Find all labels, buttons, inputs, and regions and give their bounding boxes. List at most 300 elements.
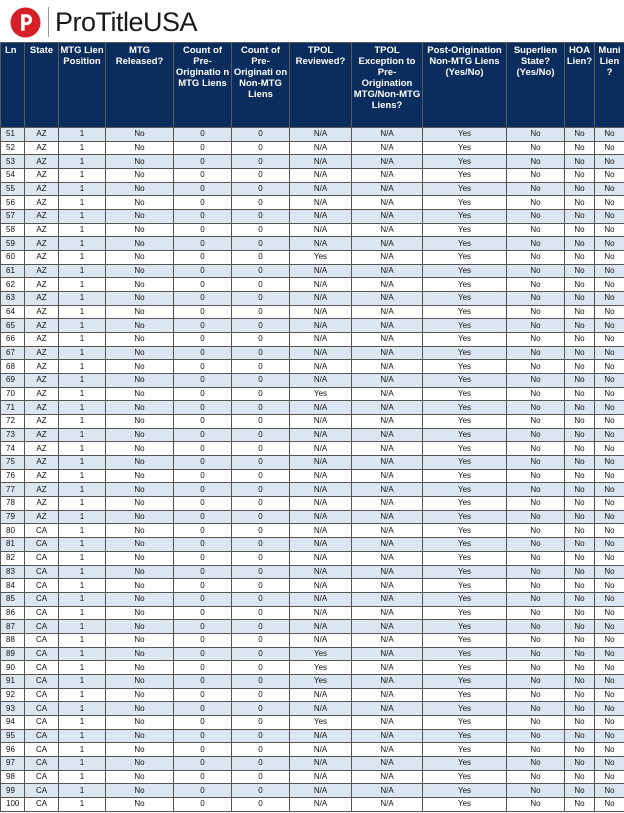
cell-post-origination-non-mtg-liens: Yes bbox=[423, 592, 507, 606]
cell-count-pre-origination-non-mtg-liens: 0 bbox=[232, 401, 290, 415]
cell-post-origination-non-mtg-liens: Yes bbox=[423, 456, 507, 470]
cell-muni-lien: No bbox=[595, 442, 624, 456]
cell-ln: 69 bbox=[1, 374, 25, 388]
cell-hoa-lien: No bbox=[565, 647, 595, 661]
cell-state: AZ bbox=[25, 278, 59, 292]
cell-superlien-state: No bbox=[507, 141, 565, 155]
cell-count-pre-origination-non-mtg-liens: 0 bbox=[232, 141, 290, 155]
cell-mtg-lien-position: 1 bbox=[59, 770, 106, 784]
cell-mtg-lien-position: 1 bbox=[59, 346, 106, 360]
table-row bbox=[1, 592, 624, 606]
cell-tpol-exception: N/A bbox=[352, 797, 423, 811]
cell-muni-lien: No bbox=[595, 415, 624, 429]
cell-superlien-state: No bbox=[507, 497, 565, 511]
cell-tpol-exception: N/A bbox=[352, 592, 423, 606]
cell-count-pre-origination-non-mtg-liens: 0 bbox=[232, 442, 290, 456]
cell-mtg-lien-position: 1 bbox=[59, 210, 106, 224]
cell-superlien-state: No bbox=[507, 210, 565, 224]
cell-superlien-state: No bbox=[507, 674, 565, 688]
cell-post-origination-non-mtg-liens: Yes bbox=[423, 702, 507, 716]
cell-count-pre-origination-non-mtg-liens: 0 bbox=[232, 210, 290, 224]
cell-count-pre-origination-mtg-liens: 0 bbox=[174, 784, 232, 798]
cell-tpol-reviewed: N/A bbox=[290, 182, 352, 196]
cell-tpol-exception: N/A bbox=[352, 223, 423, 237]
cell-post-origination-non-mtg-liens: Yes bbox=[423, 387, 507, 401]
cell-ln: 95 bbox=[1, 729, 25, 743]
cell-muni-lien: No bbox=[595, 661, 624, 675]
cell-mtg-released: No bbox=[106, 620, 174, 634]
cell-hoa-lien: No bbox=[565, 674, 595, 688]
column-header-muni-lien: Muni Lien ? bbox=[595, 43, 624, 128]
cell-superlien-state: No bbox=[507, 251, 565, 265]
cell-muni-lien: No bbox=[595, 702, 624, 716]
cell-post-origination-non-mtg-liens: Yes bbox=[423, 251, 507, 265]
cell-mtg-released: No bbox=[106, 729, 174, 743]
cell-state: CA bbox=[25, 551, 59, 565]
cell-post-origination-non-mtg-liens: Yes bbox=[423, 756, 507, 770]
cell-post-origination-non-mtg-liens: Yes bbox=[423, 715, 507, 729]
cell-count-pre-origination-non-mtg-liens: 0 bbox=[232, 756, 290, 770]
cell-muni-lien: No bbox=[595, 374, 624, 388]
cell-count-pre-origination-mtg-liens: 0 bbox=[174, 155, 232, 169]
table-row bbox=[1, 169, 624, 183]
cell-ln: 59 bbox=[1, 237, 25, 251]
cell-count-pre-origination-mtg-liens: 0 bbox=[174, 278, 232, 292]
cell-post-origination-non-mtg-liens: Yes bbox=[423, 360, 507, 374]
cell-tpol-reviewed: N/A bbox=[290, 415, 352, 429]
cell-count-pre-origination-mtg-liens: 0 bbox=[174, 647, 232, 661]
cell-tpol-exception: N/A bbox=[352, 784, 423, 798]
cell-state: CA bbox=[25, 592, 59, 606]
cell-superlien-state: No bbox=[507, 510, 565, 524]
cell-state: AZ bbox=[25, 346, 59, 360]
cell-count-pre-origination-mtg-liens: 0 bbox=[174, 661, 232, 675]
cell-state: AZ bbox=[25, 415, 59, 429]
cell-hoa-lien: No bbox=[565, 155, 595, 169]
cell-state: CA bbox=[25, 797, 59, 811]
cell-hoa-lien: No bbox=[565, 237, 595, 251]
cell-tpol-exception: N/A bbox=[352, 743, 423, 757]
cell-superlien-state: No bbox=[507, 633, 565, 647]
cell-post-origination-non-mtg-liens: Yes bbox=[423, 674, 507, 688]
cell-ln: 66 bbox=[1, 333, 25, 347]
cell-state: AZ bbox=[25, 292, 59, 306]
cell-count-pre-origination-mtg-liens: 0 bbox=[174, 319, 232, 333]
cell-hoa-lien: No bbox=[565, 319, 595, 333]
cell-mtg-released: No bbox=[106, 415, 174, 429]
cell-tpol-reviewed: N/A bbox=[290, 428, 352, 442]
cell-mtg-released: No bbox=[106, 606, 174, 620]
cell-superlien-state: No bbox=[507, 223, 565, 237]
cell-tpol-reviewed: N/A bbox=[290, 196, 352, 210]
column-header-superlien-state: Superlien State? (Yes/No) bbox=[507, 43, 565, 128]
cell-tpol-exception: N/A bbox=[352, 715, 423, 729]
cell-count-pre-origination-non-mtg-liens: 0 bbox=[232, 128, 290, 142]
cell-superlien-state: No bbox=[507, 333, 565, 347]
cell-post-origination-non-mtg-liens: Yes bbox=[423, 442, 507, 456]
cell-mtg-lien-position: 1 bbox=[59, 729, 106, 743]
cell-tpol-exception: N/A bbox=[352, 128, 423, 142]
cell-tpol-exception: N/A bbox=[352, 469, 423, 483]
cell-count-pre-origination-mtg-liens: 0 bbox=[174, 702, 232, 716]
cell-tpol-reviewed: N/A bbox=[290, 155, 352, 169]
cell-superlien-state: No bbox=[507, 784, 565, 798]
cell-superlien-state: No bbox=[507, 797, 565, 811]
cell-mtg-lien-position: 1 bbox=[59, 497, 106, 511]
cell-superlien-state: No bbox=[507, 483, 565, 497]
cell-count-pre-origination-mtg-liens: 0 bbox=[174, 674, 232, 688]
cell-post-origination-non-mtg-liens: Yes bbox=[423, 770, 507, 784]
cell-state: AZ bbox=[25, 360, 59, 374]
table-row bbox=[1, 633, 624, 647]
cell-muni-lien: No bbox=[595, 756, 624, 770]
cell-mtg-released: No bbox=[106, 538, 174, 552]
cell-state: CA bbox=[25, 743, 59, 757]
cell-state: AZ bbox=[25, 182, 59, 196]
table-row bbox=[1, 305, 624, 319]
cell-ln: 94 bbox=[1, 715, 25, 729]
cell-tpol-reviewed: N/A bbox=[290, 702, 352, 716]
cell-superlien-state: No bbox=[507, 620, 565, 634]
cell-tpol-exception: N/A bbox=[352, 428, 423, 442]
cell-superlien-state: No bbox=[507, 579, 565, 593]
cell-count-pre-origination-non-mtg-liens: 0 bbox=[232, 333, 290, 347]
cell-mtg-released: No bbox=[106, 647, 174, 661]
cell-muni-lien: No bbox=[595, 606, 624, 620]
cell-hoa-lien: No bbox=[565, 333, 595, 347]
cell-count-pre-origination-mtg-liens: 0 bbox=[174, 633, 232, 647]
cell-hoa-lien: No bbox=[565, 456, 595, 470]
cell-count-pre-origination-mtg-liens: 0 bbox=[174, 469, 232, 483]
cell-hoa-lien: No bbox=[565, 756, 595, 770]
cell-superlien-state: No bbox=[507, 169, 565, 183]
cell-superlien-state: No bbox=[507, 428, 565, 442]
table-row bbox=[1, 264, 624, 278]
cell-tpol-exception: N/A bbox=[352, 251, 423, 265]
cell-tpol-reviewed: N/A bbox=[290, 292, 352, 306]
cell-hoa-lien: No bbox=[565, 360, 595, 374]
cell-ln: 87 bbox=[1, 620, 25, 634]
table-row bbox=[1, 565, 624, 579]
cell-mtg-lien-position: 1 bbox=[59, 510, 106, 524]
cell-ln: 68 bbox=[1, 360, 25, 374]
cell-ln: 98 bbox=[1, 770, 25, 784]
cell-mtg-lien-position: 1 bbox=[59, 141, 106, 155]
cell-ln: 58 bbox=[1, 223, 25, 237]
cell-mtg-released: No bbox=[106, 743, 174, 757]
brand-name: ProTitleUSA bbox=[55, 6, 198, 37]
table-row bbox=[1, 210, 624, 224]
cell-tpol-exception: N/A bbox=[352, 196, 423, 210]
cell-muni-lien: No bbox=[595, 565, 624, 579]
column-header-tpol-reviewed: TPOL Reviewed? bbox=[290, 43, 352, 128]
cell-mtg-released: No bbox=[106, 702, 174, 716]
cell-muni-lien: No bbox=[595, 196, 624, 210]
cell-hoa-lien: No bbox=[565, 442, 595, 456]
cell-mtg-released: No bbox=[106, 333, 174, 347]
cell-tpol-reviewed: N/A bbox=[290, 264, 352, 278]
cell-hoa-lien: No bbox=[565, 469, 595, 483]
cell-tpol-reviewed: N/A bbox=[290, 278, 352, 292]
table-row bbox=[1, 223, 624, 237]
cell-ln: 80 bbox=[1, 524, 25, 538]
cell-hoa-lien: No bbox=[565, 524, 595, 538]
protitle-badge-icon bbox=[10, 7, 41, 38]
cell-tpol-exception: N/A bbox=[352, 169, 423, 183]
cell-state: AZ bbox=[25, 428, 59, 442]
table-row bbox=[1, 346, 624, 360]
cell-tpol-reviewed: Yes bbox=[290, 251, 352, 265]
table-body bbox=[1, 128, 624, 812]
cell-mtg-released: No bbox=[106, 510, 174, 524]
cell-post-origination-non-mtg-liens: Yes bbox=[423, 428, 507, 442]
cell-state: CA bbox=[25, 606, 59, 620]
cell-mtg-lien-position: 1 bbox=[59, 647, 106, 661]
cell-post-origination-non-mtg-liens: Yes bbox=[423, 661, 507, 675]
cell-superlien-state: No bbox=[507, 702, 565, 716]
cell-count-pre-origination-non-mtg-liens: 0 bbox=[232, 292, 290, 306]
cell-count-pre-origination-non-mtg-liens: 0 bbox=[232, 592, 290, 606]
cell-count-pre-origination-non-mtg-liens: 0 bbox=[232, 346, 290, 360]
cell-mtg-released: No bbox=[106, 237, 174, 251]
cell-tpol-reviewed: N/A bbox=[290, 346, 352, 360]
cell-state: AZ bbox=[25, 333, 59, 347]
cell-muni-lien: No bbox=[595, 210, 624, 224]
cell-tpol-reviewed: N/A bbox=[290, 374, 352, 388]
cell-tpol-reviewed: N/A bbox=[290, 743, 352, 757]
cell-count-pre-origination-non-mtg-liens: 0 bbox=[232, 661, 290, 675]
cell-hoa-lien: No bbox=[565, 196, 595, 210]
cell-post-origination-non-mtg-liens: Yes bbox=[423, 647, 507, 661]
cell-count-pre-origination-non-mtg-liens: 0 bbox=[232, 483, 290, 497]
cell-superlien-state: No bbox=[507, 538, 565, 552]
cell-state: CA bbox=[25, 565, 59, 579]
table-row bbox=[1, 319, 624, 333]
cell-superlien-state: No bbox=[507, 551, 565, 565]
cell-ln: 75 bbox=[1, 456, 25, 470]
cell-count-pre-origination-mtg-liens: 0 bbox=[174, 715, 232, 729]
cell-mtg-lien-position: 1 bbox=[59, 456, 106, 470]
cell-state: AZ bbox=[25, 264, 59, 278]
cell-tpol-exception: N/A bbox=[352, 551, 423, 565]
cell-post-origination-non-mtg-liens: Yes bbox=[423, 538, 507, 552]
table-row bbox=[1, 237, 624, 251]
cell-mtg-lien-position: 1 bbox=[59, 128, 106, 142]
cell-tpol-reviewed: N/A bbox=[290, 770, 352, 784]
cell-ln: 73 bbox=[1, 428, 25, 442]
table-row bbox=[1, 661, 624, 675]
cell-tpol-exception: N/A bbox=[352, 565, 423, 579]
cell-post-origination-non-mtg-liens: Yes bbox=[423, 784, 507, 798]
cell-mtg-released: No bbox=[106, 401, 174, 415]
cell-muni-lien: No bbox=[595, 264, 624, 278]
cell-superlien-state: No bbox=[507, 524, 565, 538]
cell-superlien-state: No bbox=[507, 319, 565, 333]
cell-superlien-state: No bbox=[507, 360, 565, 374]
table-row bbox=[1, 415, 624, 429]
cell-mtg-lien-position: 1 bbox=[59, 565, 106, 579]
cell-count-pre-origination-non-mtg-liens: 0 bbox=[232, 319, 290, 333]
cell-tpol-reviewed: N/A bbox=[290, 442, 352, 456]
column-header-mtg-released: MTG Released? bbox=[106, 43, 174, 128]
cell-mtg-lien-position: 1 bbox=[59, 579, 106, 593]
cell-hoa-lien: No bbox=[565, 401, 595, 415]
cell-hoa-lien: No bbox=[565, 346, 595, 360]
cell-tpol-reviewed: N/A bbox=[290, 579, 352, 593]
cell-state: AZ bbox=[25, 374, 59, 388]
cell-state: AZ bbox=[25, 305, 59, 319]
cell-mtg-lien-position: 1 bbox=[59, 182, 106, 196]
cell-tpol-exception: N/A bbox=[352, 292, 423, 306]
cell-mtg-released: No bbox=[106, 483, 174, 497]
table-row bbox=[1, 360, 624, 374]
cell-post-origination-non-mtg-liens: Yes bbox=[423, 141, 507, 155]
cell-tpol-exception: N/A bbox=[352, 497, 423, 511]
cell-tpol-exception: N/A bbox=[352, 538, 423, 552]
cell-superlien-state: No bbox=[507, 264, 565, 278]
table-row bbox=[1, 510, 624, 524]
cell-count-pre-origination-non-mtg-liens: 0 bbox=[232, 264, 290, 278]
cell-hoa-lien: No bbox=[565, 784, 595, 798]
cell-post-origination-non-mtg-liens: Yes bbox=[423, 264, 507, 278]
cell-count-pre-origination-non-mtg-liens: 0 bbox=[232, 456, 290, 470]
cell-hoa-lien: No bbox=[565, 565, 595, 579]
cell-post-origination-non-mtg-liens: Yes bbox=[423, 374, 507, 388]
cell-state: CA bbox=[25, 688, 59, 702]
cell-mtg-released: No bbox=[106, 428, 174, 442]
cell-count-pre-origination-non-mtg-liens: 0 bbox=[232, 797, 290, 811]
cell-post-origination-non-mtg-liens: Yes bbox=[423, 292, 507, 306]
table-row bbox=[1, 702, 624, 716]
cell-superlien-state: No bbox=[507, 469, 565, 483]
cell-mtg-released: No bbox=[106, 784, 174, 798]
cell-ln: 51 bbox=[1, 128, 25, 142]
cell-hoa-lien: No bbox=[565, 551, 595, 565]
cell-tpol-reviewed: N/A bbox=[290, 497, 352, 511]
cell-tpol-reviewed: N/A bbox=[290, 524, 352, 538]
cell-mtg-released: No bbox=[106, 551, 174, 565]
logo-divider bbox=[48, 7, 49, 37]
cell-ln: 83 bbox=[1, 565, 25, 579]
cell-mtg-lien-position: 1 bbox=[59, 538, 106, 552]
cell-mtg-released: No bbox=[106, 210, 174, 224]
cell-tpol-exception: N/A bbox=[352, 415, 423, 429]
cell-hoa-lien: No bbox=[565, 497, 595, 511]
cell-mtg-released: No bbox=[106, 319, 174, 333]
cell-mtg-lien-position: 1 bbox=[59, 155, 106, 169]
cell-tpol-exception: N/A bbox=[352, 702, 423, 716]
cell-post-origination-non-mtg-liens: Yes bbox=[423, 278, 507, 292]
cell-post-origination-non-mtg-liens: Yes bbox=[423, 223, 507, 237]
table-row bbox=[1, 647, 624, 661]
table-row bbox=[1, 620, 624, 634]
cell-muni-lien: No bbox=[595, 387, 624, 401]
cell-state: CA bbox=[25, 702, 59, 716]
cell-superlien-state: No bbox=[507, 688, 565, 702]
table-row bbox=[1, 292, 624, 306]
cell-superlien-state: No bbox=[507, 374, 565, 388]
cell-mtg-lien-position: 1 bbox=[59, 469, 106, 483]
cell-mtg-lien-position: 1 bbox=[59, 169, 106, 183]
table-row bbox=[1, 715, 624, 729]
cell-mtg-released: No bbox=[106, 251, 174, 265]
cell-superlien-state: No bbox=[507, 128, 565, 142]
cell-superlien-state: No bbox=[507, 661, 565, 675]
cell-state: AZ bbox=[25, 251, 59, 265]
cell-mtg-released: No bbox=[106, 374, 174, 388]
cell-state: AZ bbox=[25, 169, 59, 183]
column-header-count-pre-origination-mtg-liens: Count of Pre-Originatio n MTG Liens bbox=[174, 43, 232, 128]
cell-muni-lien: No bbox=[595, 483, 624, 497]
cell-tpol-reviewed: Yes bbox=[290, 674, 352, 688]
cell-state: AZ bbox=[25, 196, 59, 210]
cell-count-pre-origination-non-mtg-liens: 0 bbox=[232, 551, 290, 565]
cell-superlien-state: No bbox=[507, 292, 565, 306]
cell-state: CA bbox=[25, 770, 59, 784]
cell-count-pre-origination-mtg-liens: 0 bbox=[174, 182, 232, 196]
table-row bbox=[1, 469, 624, 483]
table-row bbox=[1, 401, 624, 415]
cell-mtg-lien-position: 1 bbox=[59, 784, 106, 798]
cell-mtg-lien-position: 1 bbox=[59, 688, 106, 702]
cell-mtg-released: No bbox=[106, 592, 174, 606]
cell-superlien-state: No bbox=[507, 729, 565, 743]
cell-count-pre-origination-mtg-liens: 0 bbox=[174, 592, 232, 606]
cell-count-pre-origination-mtg-liens: 0 bbox=[174, 456, 232, 470]
cell-ln: 88 bbox=[1, 633, 25, 647]
cell-mtg-released: No bbox=[106, 182, 174, 196]
cell-muni-lien: No bbox=[595, 497, 624, 511]
cell-state: CA bbox=[25, 524, 59, 538]
cell-muni-lien: No bbox=[595, 797, 624, 811]
cell-mtg-lien-position: 1 bbox=[59, 237, 106, 251]
cell-post-origination-non-mtg-liens: Yes bbox=[423, 182, 507, 196]
cell-ln: 77 bbox=[1, 483, 25, 497]
cell-muni-lien: No bbox=[595, 579, 624, 593]
cell-state: AZ bbox=[25, 469, 59, 483]
cell-count-pre-origination-mtg-liens: 0 bbox=[174, 346, 232, 360]
cell-hoa-lien: No bbox=[565, 251, 595, 265]
header-row bbox=[1, 43, 624, 128]
cell-tpol-exception: N/A bbox=[352, 237, 423, 251]
cell-count-pre-origination-non-mtg-liens: 0 bbox=[232, 743, 290, 757]
cell-mtg-released: No bbox=[106, 346, 174, 360]
cell-mtg-lien-position: 1 bbox=[59, 620, 106, 634]
cell-count-pre-origination-mtg-liens: 0 bbox=[174, 169, 232, 183]
cell-post-origination-non-mtg-liens: Yes bbox=[423, 633, 507, 647]
cell-hoa-lien: No bbox=[565, 483, 595, 497]
cell-state: AZ bbox=[25, 141, 59, 155]
cell-count-pre-origination-non-mtg-liens: 0 bbox=[232, 688, 290, 702]
cell-post-origination-non-mtg-liens: Yes bbox=[423, 606, 507, 620]
cell-count-pre-origination-mtg-liens: 0 bbox=[174, 264, 232, 278]
cell-superlien-state: No bbox=[507, 182, 565, 196]
cell-superlien-state: No bbox=[507, 770, 565, 784]
cell-muni-lien: No bbox=[595, 770, 624, 784]
cell-tpol-reviewed: N/A bbox=[290, 456, 352, 470]
cell-count-pre-origination-non-mtg-liens: 0 bbox=[232, 524, 290, 538]
cell-superlien-state: No bbox=[507, 415, 565, 429]
cell-state: AZ bbox=[25, 442, 59, 456]
cell-ln: 52 bbox=[1, 141, 25, 155]
cell-count-pre-origination-non-mtg-liens: 0 bbox=[232, 715, 290, 729]
cell-tpol-exception: N/A bbox=[352, 319, 423, 333]
cell-state: AZ bbox=[25, 319, 59, 333]
cell-ln: 53 bbox=[1, 155, 25, 169]
cell-tpol-reviewed: N/A bbox=[290, 756, 352, 770]
cell-count-pre-origination-non-mtg-liens: 0 bbox=[232, 565, 290, 579]
cell-muni-lien: No bbox=[595, 319, 624, 333]
